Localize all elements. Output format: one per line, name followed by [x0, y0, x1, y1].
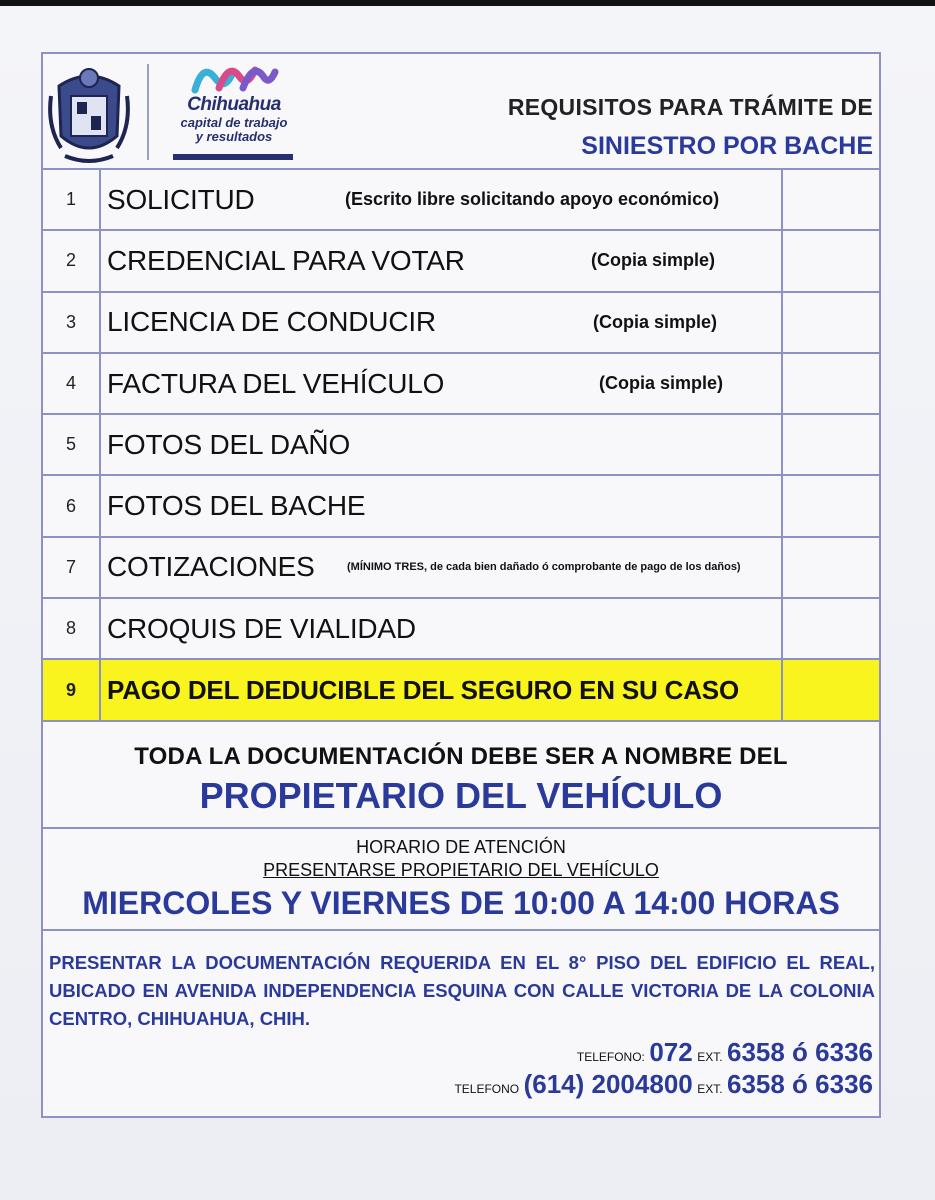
title-line1: REQUISITOS PARA TRÁMITE DE [507, 94, 873, 120]
table-row-highlighted [43, 660, 879, 721]
schedule-title: HORARIO DE ATENCIÓN [356, 837, 566, 857]
schedule-section [43, 829, 879, 931]
phone-number: 072 [649, 1037, 693, 1067]
logo-mark-icon [189, 58, 279, 94]
row-label: FOTOS DEL BACHE [107, 490, 366, 522]
row-number: 5 [43, 415, 101, 474]
checkbox-cell [781, 415, 879, 474]
logo-city-name: Chihuahua [187, 94, 281, 115]
logo-slogan-line2: y resultados [195, 129, 273, 144]
top-bar [0, 0, 935, 6]
ownership-notice [43, 733, 879, 829]
phone-line-1 [577, 1037, 873, 1068]
phone-label: TELEFONO: [576, 1050, 645, 1064]
checkbox-cell [781, 293, 879, 352]
checkbox-cell [781, 660, 879, 719]
phone-line-2 [454, 1069, 873, 1100]
table-row [43, 354, 879, 415]
row-label: FOTOS DEL DAÑO [107, 428, 351, 460]
row-number: 4 [43, 354, 101, 413]
checkbox-cell [781, 170, 879, 229]
row-label: PAGO DEL DEDUCIBLE DEL SEGURO EN SU CASO [107, 674, 739, 705]
ownership-line2: PROPIETARIO DEL VEHÍCULO [199, 775, 723, 816]
row-label: FACTURA DEL VEHÍCULO [107, 367, 445, 399]
schedule-hours: MIERCOLES Y VIERNES DE 10:00 A 14:00 HORAS [82, 885, 840, 921]
logo-slogan [159, 116, 309, 144]
row-note: (Escrito libre solicitando apoyo económico) [345, 189, 720, 210]
checkbox-cell [781, 231, 879, 290]
phone-ext-label: EXT. [697, 1050, 723, 1064]
title-line2: SINIESTRO POR BACHE [581, 132, 873, 160]
address-text: PRESENTAR LA DOCUMENTACIÓN REQUERIDA EN EL 8° PISO DEL EDIFICIO EL REAL, UBICADO EN AVENIDA INDEPENDENCIA ESQUINA CON CALLE VICTORIA DE LA COLONIA CENTRO, CHIHUAHUA, CHIH. [49, 952, 875, 1029]
table-row [43, 476, 879, 537]
row-note: (Copia simple) [591, 250, 716, 271]
checkbox-cell [781, 599, 879, 658]
phone-ext: 6358 ó 6336 [726, 1037, 873, 1067]
row-note: (MÍNIMO TRES, de cada bien dañado ó comprobante de pago de los daños) [347, 561, 741, 574]
table-row [43, 170, 879, 231]
schedule-subtitle: PRESENTARSE PROPIETARIO DEL VEHÍCULO [263, 860, 659, 880]
row-number: 9 [43, 660, 101, 719]
phone-ext-label: EXT. [697, 1082, 723, 1096]
phone-ext: 6358 ó 6336 [726, 1069, 873, 1099]
row-number: 3 [43, 293, 101, 352]
logo-slogan-line1: capital de trabajo [180, 115, 288, 130]
table-row [43, 599, 879, 660]
row-number: 7 [43, 538, 101, 597]
requirements-table [43, 170, 879, 722]
row-number: 2 [43, 231, 101, 290]
row-number: 6 [43, 476, 101, 535]
row-label: SOLICITUD [107, 183, 255, 215]
row-label: CROQUIS DE VIALIDAD [107, 612, 416, 644]
address-section [43, 931, 879, 1116]
row-number: 1 [43, 170, 101, 229]
coat-of-arms-icon [45, 56, 133, 168]
phone-number: (614) 2004800 [523, 1069, 693, 1099]
checkbox-cell [781, 476, 879, 535]
row-note: (Copia simple) [593, 311, 718, 332]
header-divider [147, 64, 149, 160]
logo-underline [173, 154, 293, 160]
table-row [43, 538, 879, 599]
row-label: COTIZACIONES [107, 551, 315, 583]
row-label: CREDENCIAL PARA VOTAR [107, 244, 465, 276]
checkbox-cell [781, 354, 879, 413]
row-label: LICENCIA DE CONDUCIR [107, 306, 436, 338]
table-row [43, 293, 879, 354]
row-note: (Copia simple) [599, 373, 724, 394]
ownership-line1: TODA LA DOCUMENTACIÓN DEBE SER A NOMBRE DEL [134, 743, 788, 770]
checkbox-cell [781, 538, 879, 597]
table-row [43, 415, 879, 476]
table-row [43, 231, 879, 292]
requirements-sheet [41, 52, 881, 1118]
row-number: 8 [43, 599, 101, 658]
header [43, 54, 879, 170]
city-logo [159, 58, 309, 166]
phone-label: TELEFONO [454, 1082, 520, 1096]
